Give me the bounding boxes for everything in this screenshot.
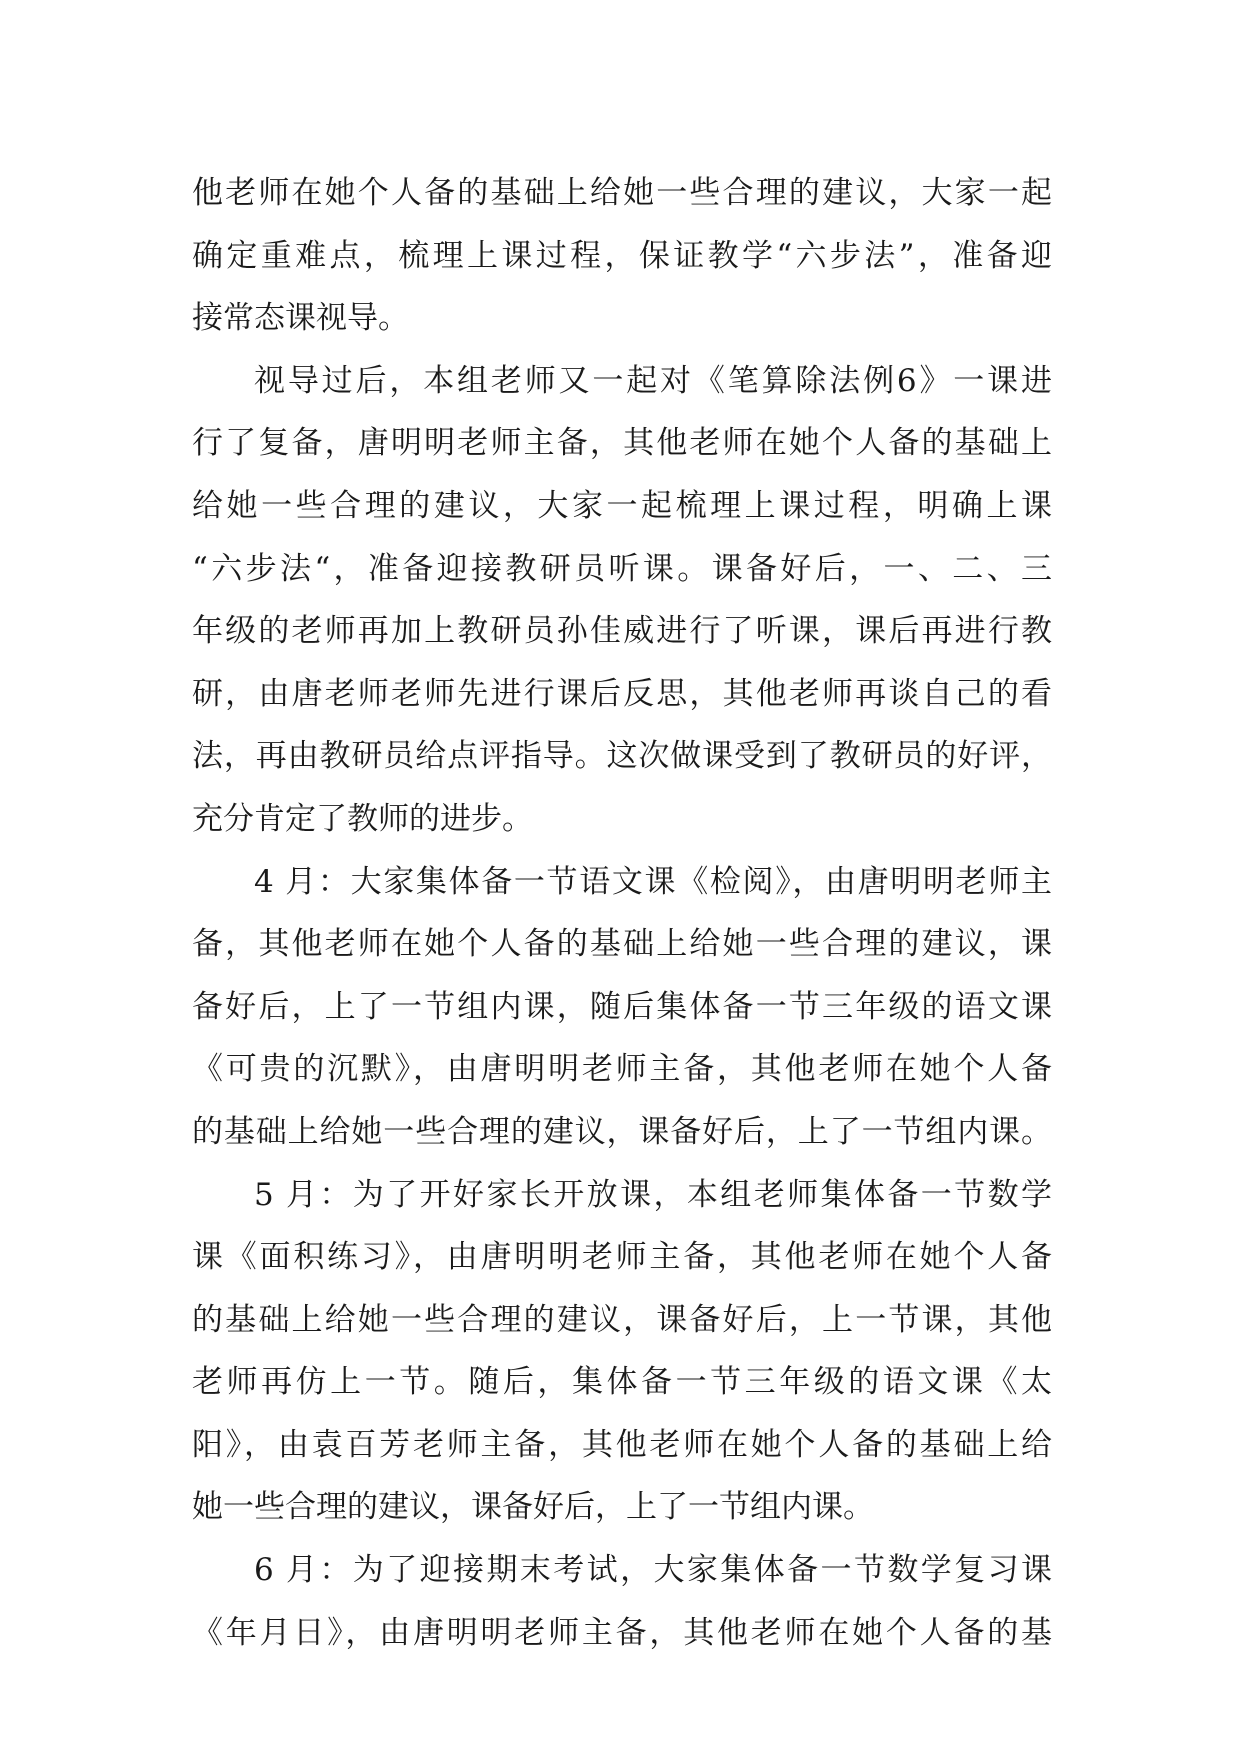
text-line: 的基础上给她一些合理的建议，课备好后，上一节课，其他 [192,1301,1052,1338]
text-line: “六步法“，准备迎接教研员听课。课备好后，一、二、三 [192,550,1052,587]
text-line: 行了复备，唐明明老师主备，其他老师在她个人备的基础上 [192,425,1052,462]
text-line: 老师再仿上一节。随后，集体备一节三年级的语文课《太 [192,1364,1052,1401]
text-line: 的基础上给她一些合理的建议，课备好后，上了一节组内课。 [192,1113,1052,1150]
text-line: 研，由唐老师老师先进行课后反思，其他老师再谈自己的看 [192,675,1052,712]
paragraph-first-line: 5 月：为了开好家长开放课，本组老师集体备一节数学 [254,1176,1052,1213]
text-line: 给她一些合理的建议，大家一起梳理上课过程，明确上课 [192,487,1052,524]
paragraph-first-line: 视导过后，本组老师又一起对《笔算除法例6》一课进 [254,362,1052,399]
text-line: 充分肯定了教师的进步。 [192,800,533,837]
text-line: 确定重难点，梳理上课过程，保证教学“六步法”，准备迎 [192,237,1052,274]
text-line: 备好后，上了一节组内课，随后集体备一节三年级的语文课 [192,988,1052,1025]
text-line: 备，其他老师在她个人备的基础上给她一些合理的建议，课 [192,926,1052,963]
text-line: 阳》，由袁百芳老师主备，其他老师在她个人备的基础上给 [192,1426,1052,1463]
text-line: 她一些合理的建议，课备好后，上了一节组内课。 [192,1489,874,1526]
text-line: 《年月日》，由唐明明老师主备，其他老师在她个人备的基 [192,1614,1052,1651]
text-line: 他老师在她个人备的基础上给她一些合理的建议，大家一起 [192,175,1052,211]
text-line: 法，再由教研员给点评指导。这次做课受到了教研员的好评， [192,738,1052,775]
text-line: 接常态课视导。 [192,300,409,337]
paragraph-first-line: 6 月：为了迎接期末考试，大家集体备一节数学复习课 [254,1552,1052,1589]
text-line: 年级的老师再加上教研员孙佳威进行了听课，课后再进行教 [192,613,1052,650]
paragraph-first-line: 4 月：大家集体备一节语文课《检阅》，由唐明明老师主 [254,863,1052,900]
body-text [192,162,1052,1664]
text-line: 《可贵的沉默》，由唐明明老师主备，其他老师在她个人备 [192,1051,1052,1088]
text-line: 课《面积练习》，由唐明明老师主备，其他老师在她个人备 [192,1239,1052,1276]
